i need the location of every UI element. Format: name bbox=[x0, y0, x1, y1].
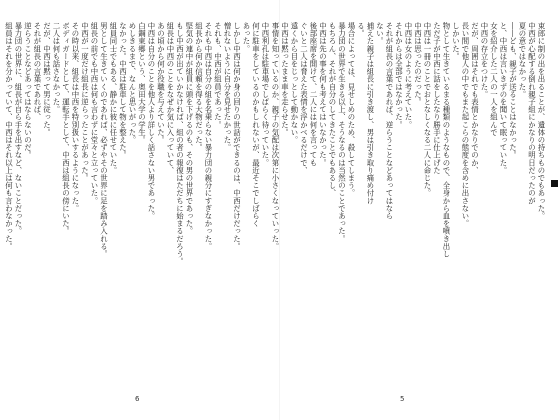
text-line: 暴力団の世界に、組長が自ら手を出すなど、ないことだった。 bbox=[14, 22, 23, 235]
text-line: 中西利孔は駐車場でしばらく待っていた。 bbox=[261, 22, 270, 167]
text-line: 夏の意ではなかった。 bbox=[518, 22, 527, 98]
text-line: 組員はそれを分かっていて、中西はそれ以上は何も言わなかった。 bbox=[4, 22, 14, 250]
text-line: 組員同士でもある、静かに彼に任せていた。 bbox=[109, 22, 118, 174]
text-line: だが、周囲はそれでも表情とかなりでのか、 bbox=[470, 22, 480, 174]
text-line: ボディガードとして、運転手として、中西は組長の傍にいた。 bbox=[61, 22, 71, 235]
text-line: 場合によっては、見せしめのため、殺してしまう。 bbox=[347, 22, 356, 197]
text-line: その時以来、組長は中西を特別扱いするようになった。 bbox=[71, 22, 80, 212]
edge-marker bbox=[551, 180, 558, 187]
text-line: 中西の存立をつけた。 bbox=[480, 22, 489, 98]
page-number-right: 5 bbox=[400, 395, 405, 403]
text-line: 組長は中西のことをなぜか気に入っていて、 bbox=[166, 22, 175, 174]
page-right bbox=[271, 22, 546, 390]
text-line: 中西が一度だけ組長に逆らったことがあった。 bbox=[80, 22, 90, 182]
text-line: あの頃から何か役職を与えていた。 bbox=[156, 22, 166, 144]
text-line: 長い間で他人の中でもまた起こらの態度を含めに出さない。 bbox=[461, 22, 470, 228]
text-line: ただ子が中西に話をしたなり勝手に仕上げた bbox=[432, 22, 442, 174]
text-line: 中西は黙ったまま車を走らせた。 bbox=[280, 22, 290, 136]
text-line: 白鋼東郷という、奥田大学の学生。 bbox=[137, 22, 147, 144]
text-line: それからは全部ではなかった。 bbox=[394, 22, 404, 129]
text-line: 組長から何か信頼を得る大物だった。 bbox=[194, 22, 204, 152]
text-line: 中西は先の事を何も考えてはいなかった。 bbox=[318, 22, 328, 167]
text-line: と、中西は言いきずのを聞いて眠っていた。 bbox=[499, 22, 508, 174]
text-line: ない。 bbox=[375, 22, 385, 45]
text-line: それも、中西が組員であった。 bbox=[213, 22, 223, 129]
text-line: ぐいと二人は脅えた表情を浮かべるだけで、 bbox=[299, 22, 309, 174]
text-line: 堅気の連中が組員に頭を下げるのも、その男の世界であった。 bbox=[185, 22, 194, 235]
text-line: 捕えた親子は組長に引き渡し、男は引き取り痛め付け bbox=[366, 22, 375, 205]
text-line: ――ども、親子が送ることはなかった。 bbox=[508, 22, 518, 159]
text-line: もちろん、それが自分のしてきたことでもあるし、 bbox=[328, 22, 337, 197]
text-line: それも中西は自分の組を名乗らない暴力団の親分にすぎなかった。 bbox=[204, 22, 213, 250]
text-line: 遠くから目をじっとして動かない。 bbox=[290, 22, 299, 144]
text-line: しかし中西は何か身の回りの世話ができるのは、中西だけだった。 bbox=[232, 22, 242, 250]
text-line: る。 bbox=[356, 22, 366, 38]
text-line: だが、中西は黙って男に従った。 bbox=[42, 22, 52, 136]
text-line: なかった。中西は駐車して物を整えた。 bbox=[118, 22, 128, 159]
page-left bbox=[4, 22, 270, 390]
text-line: 憎れないように自分を見せたかった。 bbox=[223, 22, 232, 152]
text-line: 二人は何も話さなかった。 bbox=[52, 22, 61, 114]
text-line: 中西は思ったのだった。 bbox=[413, 22, 423, 106]
text-line: 事情を知っているのか、親子の気配は次第に小さくなっていった。 bbox=[271, 22, 280, 250]
text-line: それが組長の言葉であれば、 bbox=[33, 22, 42, 121]
text-line: 逆らうことなどあってはならないのだ。 bbox=[23, 22, 33, 159]
text-line: 物として生きているまる種類のようなもので、全身から血を噴き出し bbox=[442, 22, 451, 258]
text-line: 中西は女のように考えていた。 bbox=[404, 22, 413, 129]
text-line: もし中西が出ていかなければ、組の者の報復はただちに始まるだろう。 bbox=[175, 22, 185, 266]
text-line: 後部座席を開けて、二人には何を言っても bbox=[309, 22, 318, 167]
text-line: 組長の前でも中西は何も言わずに堂々と立っていた。 bbox=[90, 22, 99, 205]
text-line: しかいた。 bbox=[451, 22, 461, 60]
text-line: それが組長の言葉であれば、逆らうことなどあってはなら bbox=[385, 22, 394, 220]
text-line: 男として生きていくのであれば、必ずやその世界に足を踏み入れる。 bbox=[99, 22, 109, 258]
text-line: 中西は一冊のことでおとなしくなる二人に命じた。 bbox=[423, 22, 432, 197]
text-line: めしきるまで、なんと思いがった。 bbox=[128, 22, 137, 144]
text-line: 束郎に制の出を出ることが、遺体の持ちものでもあった。 bbox=[537, 22, 546, 220]
text-line: 中西は自分のことを他人より詳しく話さない男であった。 bbox=[147, 22, 156, 220]
text-line: 何に駐車をしているのかもしれないが、最近そこでしばらく bbox=[251, 22, 261, 228]
text-line: 中西が心配する倒れ親子組にかなりの明日だったのが bbox=[527, 22, 537, 205]
text-line: 女を紹介した二人の一人を組んで bbox=[489, 22, 499, 136]
page-number-left: 6 bbox=[135, 395, 140, 403]
text-line: 暴力団の世界で生きる以上、そうなるのは当然のことであった。 bbox=[337, 22, 347, 243]
text-line: あった。 bbox=[242, 22, 251, 53]
